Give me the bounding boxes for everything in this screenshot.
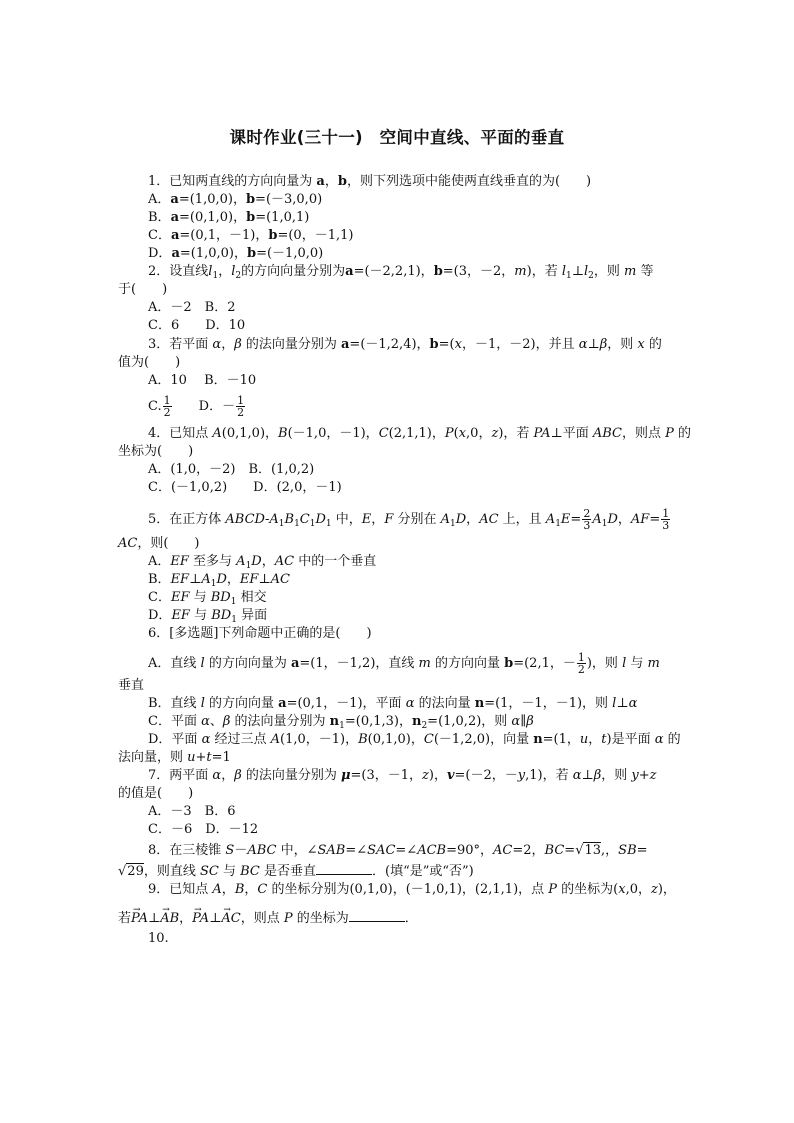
q5-stem-cont: AC，则( ) xyxy=(118,536,200,551)
q4-stem-cont: 坐标为( ) xyxy=(118,444,194,459)
q3-options-ab: A．10 B．－10 xyxy=(148,373,257,388)
q8-stem: 8．在三棱锥 S－ABC 中，∠SAB=∠SAC=∠ACB=90°，AC=2，BC=√13,，SB= xyxy=(148,843,648,858)
q5-option-d: D．EF 与 $BD_1$ 异面 xyxy=(148,608,268,625)
q9-answer-blank[interactable] xyxy=(349,909,405,922)
q3-options-cd: C. $\frac{1}{2}$ D．－ $\frac{1}{2}$ xyxy=(148,394,245,419)
q6-option-b: B．直线 l 的方向向量 a=(0,1，－1)，平面 α 的法向量 n=(1，－1，－1)，则 l⊥α xyxy=(148,696,638,711)
q4-options-ab: A．(1,0，－2) B．(1,0,2) xyxy=(148,462,315,477)
q7-options-cd: C．－6 D．－12 xyxy=(148,822,259,837)
q2-options-ab: A．－2 B．2 xyxy=(148,300,236,315)
q6-stem: 6．[多选题]下列命题中正确的是( ) xyxy=(148,626,372,641)
q6-option-a: A．直线 l 的方向向量为 a=(1，－1,2)，直线 m 的方向向量 b=(2,1，－ $\frac{1}{2}$ )，则 l 与 m xyxy=(148,651,660,676)
q8-answer-blank[interactable] xyxy=(316,862,372,875)
q9-stem-cont: 若→ PA⊥→ AB，→ PA⊥→ AC，则点 P 的坐标为 ． xyxy=(118,909,418,927)
q9-stem: 9．已知点 A，B，C 的坐标分别为(0,1,0)，(－1,0,1)，(2,1,1)，点 P 的坐标为(x,0，z)， xyxy=(148,882,676,897)
q5-option-c: C．EF 与 $BD_1$ 相交 xyxy=(148,590,267,607)
q2-stem-cont: 于( ) xyxy=(118,282,168,297)
q1-option-d: D．a=(1,0,0)，b=(－1,0,0) xyxy=(148,246,324,261)
q1-stem: 1．已知两直线的方向向量为 a，b，则下列选项中能使两直线垂直的为( ) xyxy=(148,174,592,189)
page-title: 课时作业(三十一) 空间中直线、平面的垂直 xyxy=(229,128,565,147)
q3-stem-cont: 值为( ) xyxy=(118,355,181,370)
q6-option-d-cont: 法向量，则 u+t=1 xyxy=(118,750,231,765)
q2-options-cd: C．6 D．10 xyxy=(148,318,246,333)
q7-options-ab: A．－3 B．6 xyxy=(148,804,236,819)
q5-option-a: A．EF 至多与 $A_1D$，AC 中的一个垂直 xyxy=(148,554,377,571)
q8-stem-cont: √29，则直线 SC 与 BC 是否垂直 ．(填“是”或“否”) xyxy=(118,864,474,879)
q7-stem: 7．两平面 α，β 的法向量分别为 μ=(3，－1，z)，v=(－2，－y,1)，若 α⊥β，则 y+z xyxy=(148,768,657,783)
q6-option-c: C．平面 α、β 的法向量分别为 $n_1=(0,1,3)$，$n_2=(1,0,2)$，则 α∥β xyxy=(148,714,534,731)
q6-option-d: D．平面 α 经过三点 A(1,0，－1)，B(0,1,0)，C(－1,2,0)，向量 n=(1，u，t)是平面 α 的 xyxy=(148,732,681,747)
q5-stem: 5．在正方体 ABCD-$A_1B_1C_1D_1$ 中，E，F 分别在 $A_1D$，AC 上，且 $A_1E=$ $\frac{2}{3}$ $A_1D$，AF= $\frac{1}{3}$ xyxy=(148,507,670,532)
q4-stem: 4．已知点 A(0,1,0)，B(－1,0，－1)，C(2,1,1)，P(x,0，z)，若 PA⊥平面 ABC，则点 P 的 xyxy=(148,426,692,441)
q3-stem: 3．若平面 α，β 的法向量分别为 a=(－1,2,4)，b=(x，－1，－2)，并且 α⊥β，则 x 的 xyxy=(148,337,662,352)
q4-options-cd: C．(－1,0,2) D．(2,0，－1) xyxy=(148,480,342,495)
q1-option-b: B．a=(0,1,0)，b=(1,0,1) xyxy=(148,210,310,225)
q5-option-b: B．$EF\perp A_1D$，EF⊥AC xyxy=(148,572,290,589)
q1-option-c: C．a=(0,1，－1)，b=(0，－1,1) xyxy=(148,228,354,243)
q2-stem: 2．设直线$l_1$，$l_2$的方向向量分别为a=(－2,2,1)，b=(3，－2，m)，若 $l_1\perp l_2$，则 m 等 xyxy=(148,264,654,281)
q10-stem: 10. xyxy=(148,931,169,946)
q1-option-a: A．a=(1,0,0)，b=(－3,0,0) xyxy=(148,192,323,207)
q6-option-a-cont: 垂直 xyxy=(118,678,145,693)
q7-stem-cont: 的值是( ) xyxy=(118,786,194,801)
